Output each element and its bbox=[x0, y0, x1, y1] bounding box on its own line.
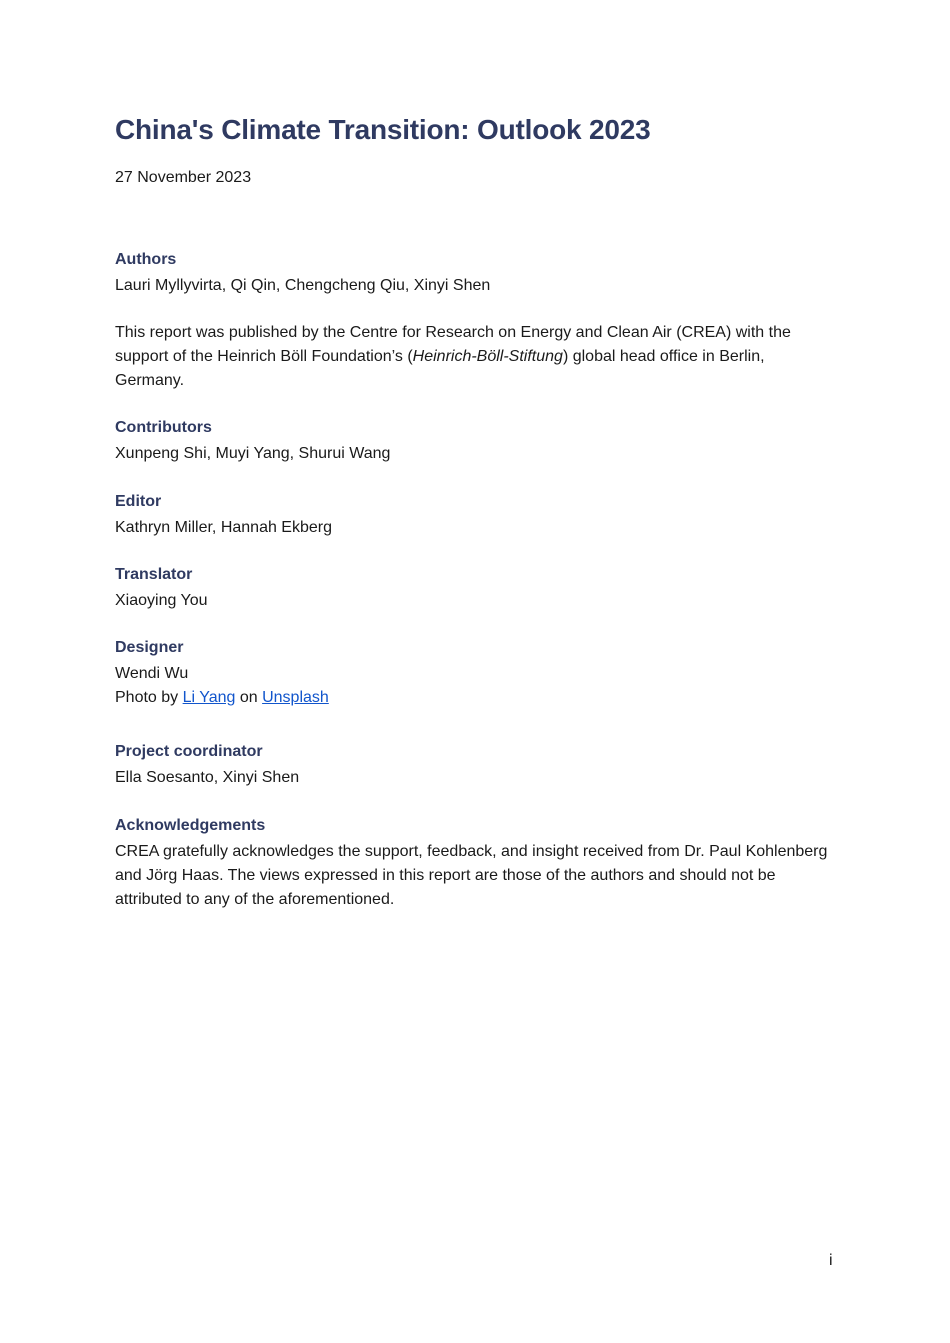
publisher-note-part2: ) global head office in Berlin, Germany. bbox=[115, 348, 765, 389]
publisher-note bbox=[115, 321, 835, 393]
translator-names: Xiaoying You bbox=[115, 592, 208, 609]
publisher-note-text bbox=[115, 321, 835, 393]
editor-section bbox=[115, 491, 835, 540]
designer-section bbox=[115, 637, 835, 710]
photographer-link[interactable]: Li Yang bbox=[182, 689, 236, 706]
acknowledgements-text: CREA gratefully acknowledges the support, feedback, and insight received from Dr. Paul Kohlenberg and Jörg Haas. The views expressed in this report are those of the authors and should not be attributed to any of the aforementioned. bbox=[115, 843, 828, 908]
page-number: i bbox=[829, 1252, 833, 1269]
photo-credit-prefix: Photo by bbox=[115, 689, 183, 706]
page-title: China's Climate Transition: Outlook 2023 bbox=[115, 114, 651, 145]
contributors-heading: Contributors bbox=[115, 419, 212, 436]
photo-credit-middle: on bbox=[235, 689, 263, 706]
authors-section bbox=[115, 249, 835, 298]
editor-heading: Editor bbox=[115, 493, 162, 510]
acknowledgements-heading: Acknowledgements bbox=[115, 817, 266, 834]
publisher-note-part1: This report was published by the Centre for Research on Energy and Clean Air (CREA) with the support of the Heinrich Böll Foundation’s ( bbox=[115, 324, 791, 365]
project-coordinator-names: Ella Soesanto, Xinyi Shen bbox=[115, 769, 300, 786]
editor-names: Kathryn Miller, Hannah Ekberg bbox=[115, 519, 332, 536]
publication-date: 27 November 2023 bbox=[115, 169, 252, 186]
designer-names: Wendi Wu bbox=[115, 665, 189, 682]
photo-credit bbox=[115, 686, 835, 710]
contributors-section bbox=[115, 417, 835, 466]
designer-heading: Designer bbox=[115, 639, 184, 656]
translator-heading: Translator bbox=[115, 566, 193, 583]
unsplash-link[interactable]: Unsplash bbox=[262, 689, 329, 706]
translator-section bbox=[115, 564, 835, 613]
publisher-note-italic: Heinrich-Böll-Stiftung bbox=[412, 348, 563, 365]
contributors-names: Xunpeng Shi, Muyi Yang, Shurui Wang bbox=[115, 445, 391, 462]
acknowledgements-section bbox=[115, 815, 835, 912]
authors-names: Lauri Myllyvirta, Qi Qin, Chengcheng Qiu, Xinyi Shen bbox=[115, 277, 491, 294]
project-coordinator-section bbox=[115, 741, 835, 790]
project-coordinator-heading: Project coordinator bbox=[115, 743, 263, 760]
authors-heading: Authors bbox=[115, 251, 177, 268]
